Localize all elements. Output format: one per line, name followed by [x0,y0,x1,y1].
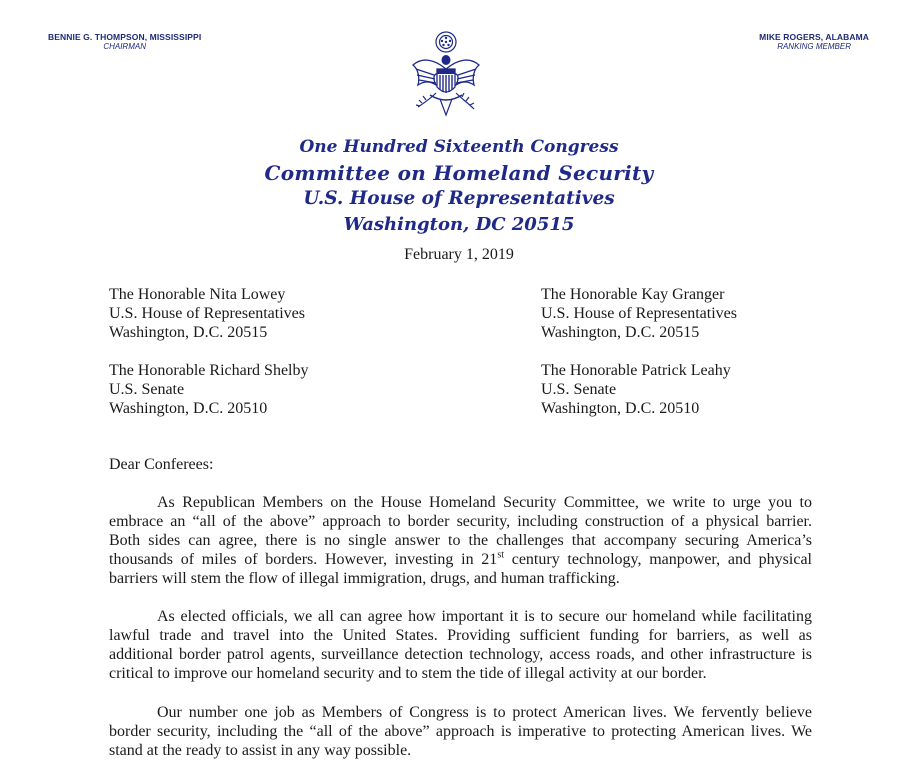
addressee-block [109,285,305,342]
addressee-body: U.S. Senate [109,381,185,398]
paragraph-text: thousands of miles of borders. However, investing in 21 [109,551,498,568]
committee-name: Committee on Homeland Security [264,161,654,185]
body-paragraph [109,607,812,683]
addressee-city: Washington, D.C. 20515 [541,324,700,341]
chairman-title: CHAIRMAN [103,42,146,51]
salutation: Dear Conferees: [109,456,214,473]
chairman-block [48,32,201,52]
ranking-member-name: MIKE ROGERS, ALABAMA [759,32,869,42]
paragraph-line: border security, including the “all of the above” approach is imperative to protecting American lives. We [109,723,812,740]
paragraph-line: lawful trade and travel into the United States. Providing sufficient funding for barriers, as well as [109,627,812,644]
body-paragraph [109,493,812,588]
addressee-name: The Honorable Patrick Leahy [541,362,731,379]
paragraph-line: critical to improve our homeland security and to stem the tide of illegal activity at our border. [109,665,707,682]
addressee-block [541,285,737,342]
paragraph-line: As elected officials, we all can agree how important it is to secure our homeland while facilitating [157,608,812,625]
paragraph-line: stand at the ready to assist in any way possible. [109,742,412,759]
paragraph-line [109,550,812,569]
superscript: st [497,549,504,561]
address-line: Washington, DC 20515 [343,214,575,235]
addressee-name: The Honorable Nita Lowey [109,286,286,303]
addressee-body: U.S. Senate [541,381,617,398]
house-line: U.S. House of Representatives [303,188,615,209]
addressee-block [541,361,731,418]
paragraph-line: barriers will stem the flow of illegal immigration, drugs, and human trafficking. [109,570,620,587]
chairman-name: BENNIE G. THOMPSON, MISSISSIPPI [48,32,202,42]
ranking-member-title: RANKING MEMBER [777,42,851,51]
ranking-member-block [759,32,869,52]
addressee-block [109,361,309,418]
addressee-name: The Honorable Richard Shelby [109,362,309,379]
congress-line: One Hundred Sixteenth Congress [299,137,619,157]
committee-letterhead [0,134,918,238]
addressee-name: The Honorable Kay Granger [541,286,725,303]
letter-date: February 1, 2019 [404,246,514,263]
great-seal-eagle-icon [410,29,482,125]
paragraph-line: As Republican Members on the House Homeland Security Committee, we write to urge you to [157,494,812,511]
addressee-city: Washington, D.C. 20515 [109,324,268,341]
addressee-city: Washington, D.C. 20510 [541,400,700,417]
paragraph-line: embrace an “all of the above” approach to border security, including construction of a physical barrier. [109,513,812,530]
paragraph-line: Our number one job as Members of Congress is to protect American lives. We fervently believe [157,704,812,721]
paragraph-text: century technology, manpower, and physical [503,551,813,568]
body-paragraph [109,703,812,760]
addressee-body: U.S. House of Representatives [541,305,737,322]
addressee-city: Washington, D.C. 20510 [109,400,268,417]
addressee-body: U.S. House of Representatives [109,305,305,322]
paragraph-line: Both sides can agree, there is no single answer to the challenges that accompany securing America’s [109,532,812,549]
paragraph-line: additional border patrol agents, surveillance detection technology, access roads, and other infrastructure is [109,646,812,663]
